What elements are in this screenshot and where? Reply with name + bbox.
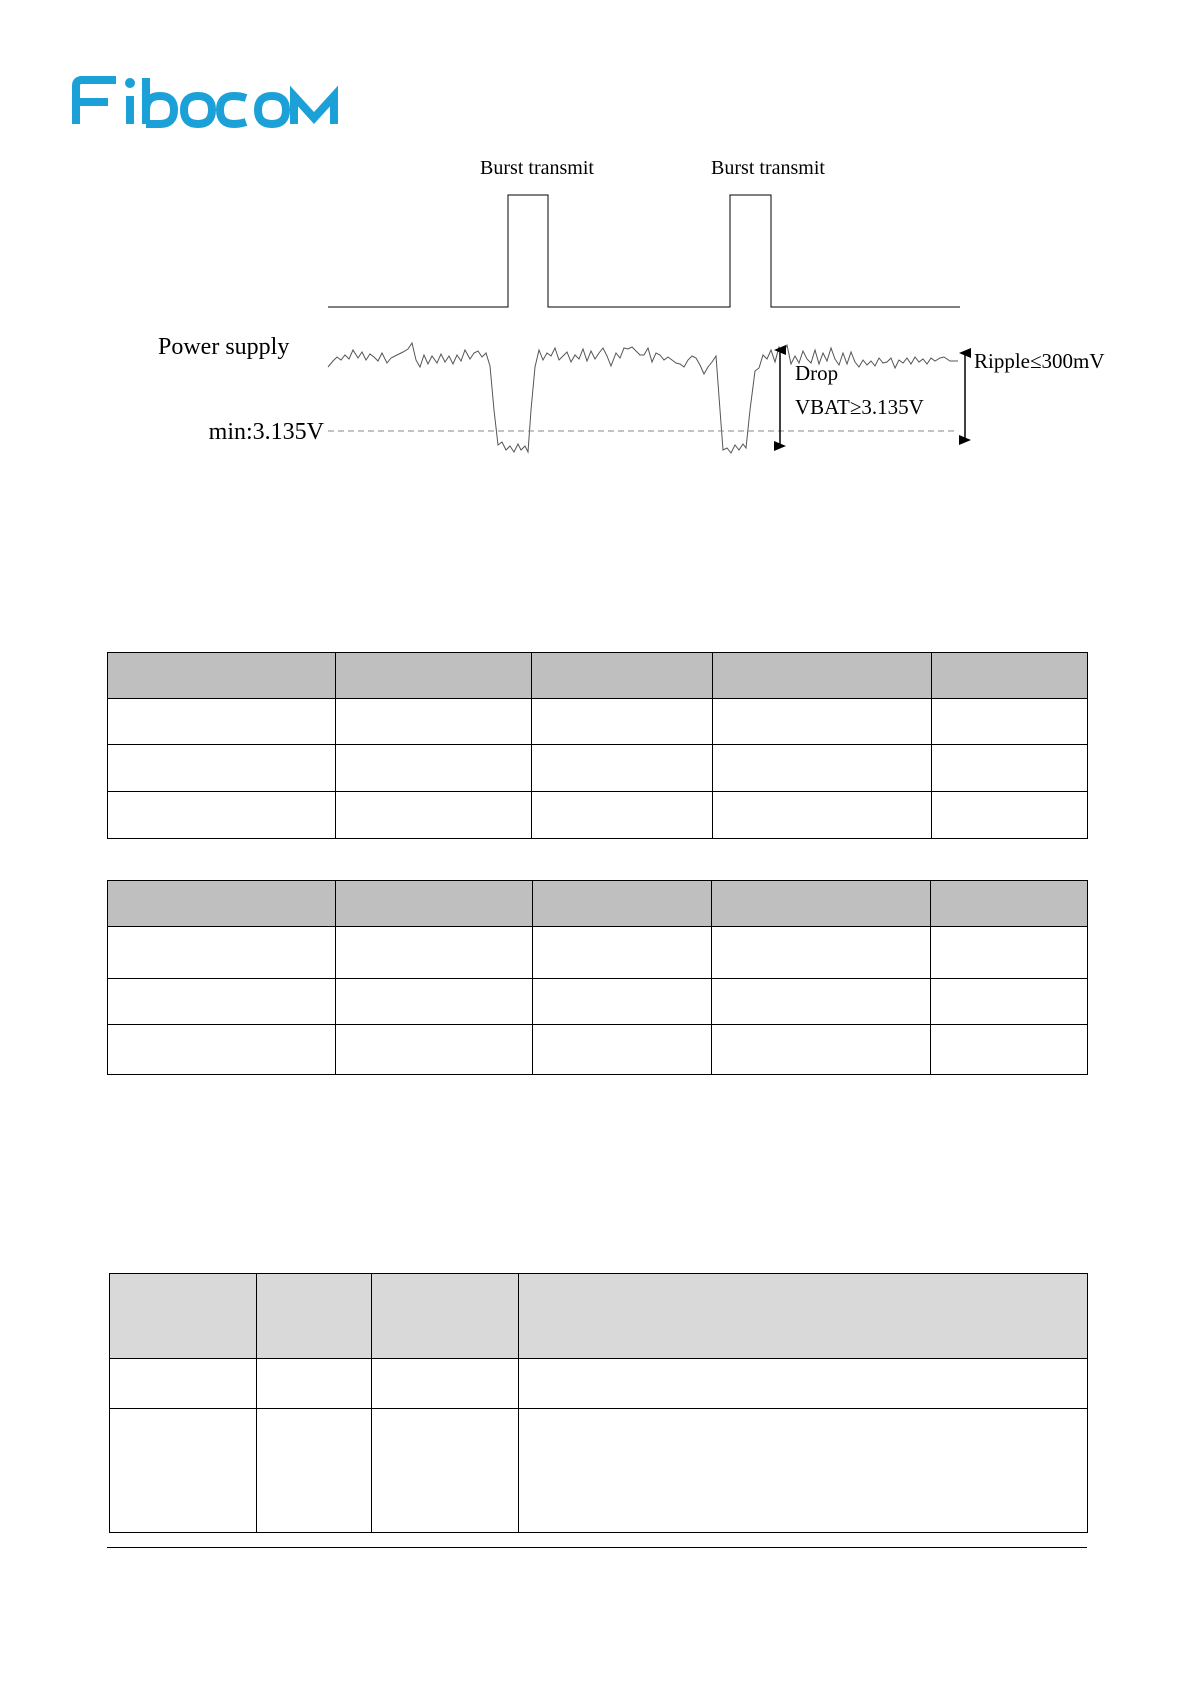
header-cell <box>519 1274 1088 1359</box>
header-cell <box>533 881 712 927</box>
table-cell <box>108 699 336 745</box>
table-cell <box>532 745 713 792</box>
table-row <box>110 1359 1088 1409</box>
header-cell <box>712 881 931 927</box>
table-cell <box>713 745 932 792</box>
table-row <box>108 699 1088 745</box>
header-cell <box>372 1274 519 1359</box>
table-cell <box>932 745 1088 792</box>
spec-table-1 <box>107 652 1088 839</box>
table-cell <box>336 745 532 792</box>
table-row <box>110 1409 1088 1533</box>
footer-divider <box>107 1547 1087 1548</box>
min-voltage-label: min:3.135V <box>208 419 324 445</box>
header-cell <box>932 653 1088 699</box>
table-cell <box>713 792 932 839</box>
table-cell <box>108 792 336 839</box>
table-cell <box>931 927 1088 979</box>
table-cell <box>336 699 532 745</box>
power-supply-label: Power supply <box>158 334 290 360</box>
spec-table-2 <box>107 880 1088 1075</box>
table-cell <box>532 792 713 839</box>
table-cell <box>533 927 712 979</box>
table-cell <box>519 1359 1088 1409</box>
table-cell <box>932 792 1088 839</box>
header-cell <box>257 1274 372 1359</box>
table-cell <box>713 699 932 745</box>
fibocom-logo <box>70 72 340 132</box>
header-cell <box>532 653 713 699</box>
table-cell <box>110 1359 257 1409</box>
table-row <box>108 745 1088 792</box>
table-cell <box>712 927 931 979</box>
header-cell <box>108 881 336 927</box>
table-cell <box>533 979 712 1025</box>
table-cell <box>712 979 931 1025</box>
table-row <box>108 1025 1088 1075</box>
table-row <box>108 927 1088 979</box>
table-cell <box>372 1359 519 1409</box>
header-cell <box>713 653 932 699</box>
table-cell <box>519 1409 1088 1533</box>
table-cell <box>533 1025 712 1075</box>
table-cell <box>931 979 1088 1025</box>
header-cell <box>336 881 533 927</box>
table-header-row <box>108 653 1088 699</box>
table-row <box>108 792 1088 839</box>
table-header-row <box>108 881 1088 927</box>
burst-label-2: Burst transmit <box>711 157 825 179</box>
table-cell <box>336 927 533 979</box>
table-header-row <box>110 1274 1088 1359</box>
table-cell <box>336 979 533 1025</box>
drop-label: Drop <box>795 361 839 385</box>
table-cell <box>108 1025 336 1075</box>
pin-table <box>109 1273 1088 1533</box>
table-cell <box>932 699 1088 745</box>
table-cell <box>532 699 713 745</box>
vbat-label: VBAT≥3.135V <box>795 395 924 419</box>
table-cell <box>110 1409 257 1533</box>
table-cell <box>712 1025 931 1075</box>
table-cell <box>336 1025 533 1075</box>
table-cell <box>257 1409 372 1533</box>
burst-pulse-trace <box>328 195 960 307</box>
header-cell <box>108 653 336 699</box>
table-cell <box>372 1409 519 1533</box>
table-cell <box>257 1359 372 1409</box>
header-cell <box>336 653 532 699</box>
table-row <box>108 979 1088 1025</box>
table-cell <box>108 979 336 1025</box>
table-cell <box>108 927 336 979</box>
power-supply-diagram <box>150 150 1150 490</box>
ripple-label: Ripple≤300mV <box>974 349 1105 373</box>
table-cell <box>931 1025 1088 1075</box>
header-cell <box>110 1274 257 1359</box>
burst-label-1: Burst transmit <box>480 157 594 179</box>
table-cell <box>336 792 532 839</box>
table-cell <box>108 745 336 792</box>
header-cell <box>931 881 1088 927</box>
